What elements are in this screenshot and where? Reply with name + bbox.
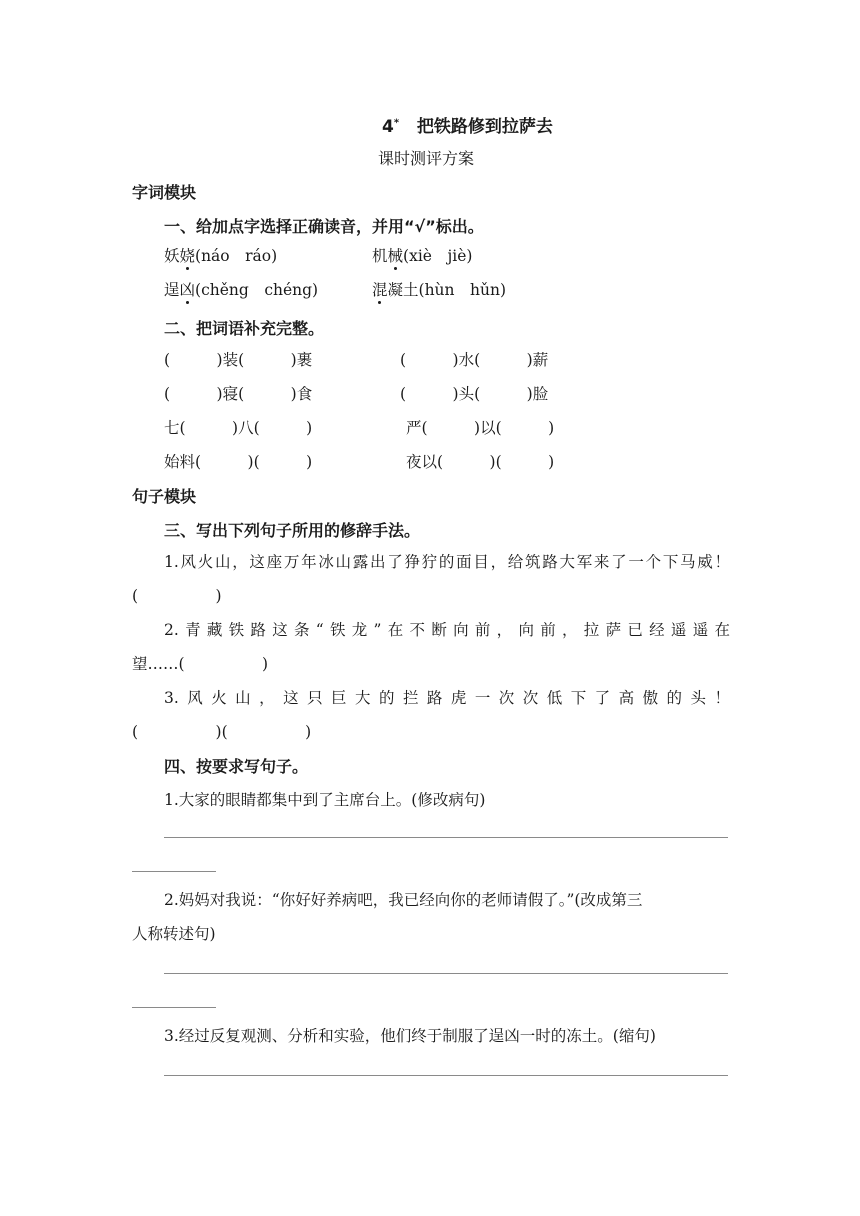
q1-item-dotted-char: 械	[387, 247, 404, 265]
lesson-name: 把铁路修到拉萨去	[416, 117, 553, 137]
q2-item-4: ( )头( )脸	[400, 385, 549, 403]
q2-heading: 二、把词语补充完整。	[164, 319, 325, 338]
q4-sentence-3: 3.经过反复观测、分析和实验，他们终于制服了逞凶一时的冻土。(缩句)	[164, 1027, 656, 1045]
answer-line[interactable]	[164, 973, 728, 974]
q1-item-dotted-char: 凶	[179, 281, 196, 299]
section-sentence-module: 句子模块	[132, 487, 197, 506]
q2-item-7: 始料( )( )	[164, 453, 313, 471]
q1-item-options: (náo ráo)	[195, 247, 278, 265]
q1-item-options: 凝土(hùn hǔn)	[387, 281, 507, 299]
q4-heading: 四、按要求写句子。	[164, 757, 309, 776]
q1-item-pre: 机	[372, 247, 388, 265]
q3-sentence-2-cont: 望……( )	[132, 655, 269, 673]
lesson-number: 4	[382, 117, 394, 137]
q3-sentence-1: 1.风火山，这座万年冰山露出了狰狞的面目，给筑路大军来了一个下马威！	[164, 553, 730, 571]
answer-line[interactable]	[164, 837, 728, 838]
section-word-module: 字词模块	[132, 183, 197, 202]
lesson-star: *	[393, 117, 400, 129]
q1-item-1	[164, 244, 277, 266]
q1-item-dotted-char: 娆	[179, 247, 196, 265]
q1-heading: 一、给加点字选择正确读音，并用“√”标出。	[164, 217, 484, 236]
q1-item-pre: 妖	[164, 247, 180, 265]
q1-item-2	[372, 244, 472, 266]
q1-item-pre: 逞	[164, 281, 180, 299]
q4-sentence-2: 2.妈妈对我说：“你好好养病吧，我已经向你的老师请假了。”(改成第三	[164, 891, 643, 909]
lesson-title	[382, 112, 553, 137]
q3-sentence-3-blank: ( )( )	[132, 723, 312, 741]
q2-item-5: 七( )八( )	[164, 419, 313, 437]
q2-item-3: ( )寝( )食	[164, 385, 313, 403]
q2-item-2: ( )水( )薪	[400, 351, 549, 369]
q2-item-6: 严( )以( )	[406, 419, 555, 437]
q1-item-3	[164, 278, 318, 300]
q4-sentence-1: 1.大家的眼睛都集中到了主席台上。(修改病句)	[164, 791, 486, 809]
answer-line[interactable]	[164, 1075, 728, 1076]
q1-item-options: (chěng chéng)	[195, 281, 319, 299]
q1-item-dotted-char: 混	[372, 281, 388, 299]
q3-sentence-2: 2.青藏铁路这条“铁龙”在不断向前，向前，拉萨已经遥遥在	[164, 621, 730, 639]
q1-item-options: (xiè jiè)	[403, 247, 473, 265]
page-subtitle: 课时测评方案	[378, 149, 475, 168]
q2-item-1: ( )装( )裹	[164, 351, 313, 369]
q1-item-4	[372, 278, 506, 300]
q3-sentence-3: 3.风火山，这只巨大的拦路虎一次次低下了高傲的头！	[164, 689, 730, 707]
answer-line-continuation[interactable]	[132, 1007, 216, 1008]
q4-sentence-2-cont: 人称转述句)	[132, 925, 216, 943]
q3-heading: 三、写出下列句子所用的修辞手法。	[164, 521, 421, 540]
q2-item-8: 夜以( )( )	[406, 453, 555, 471]
q3-sentence-1-blank: ( )	[132, 587, 222, 605]
answer-line-continuation[interactable]	[132, 871, 216, 872]
